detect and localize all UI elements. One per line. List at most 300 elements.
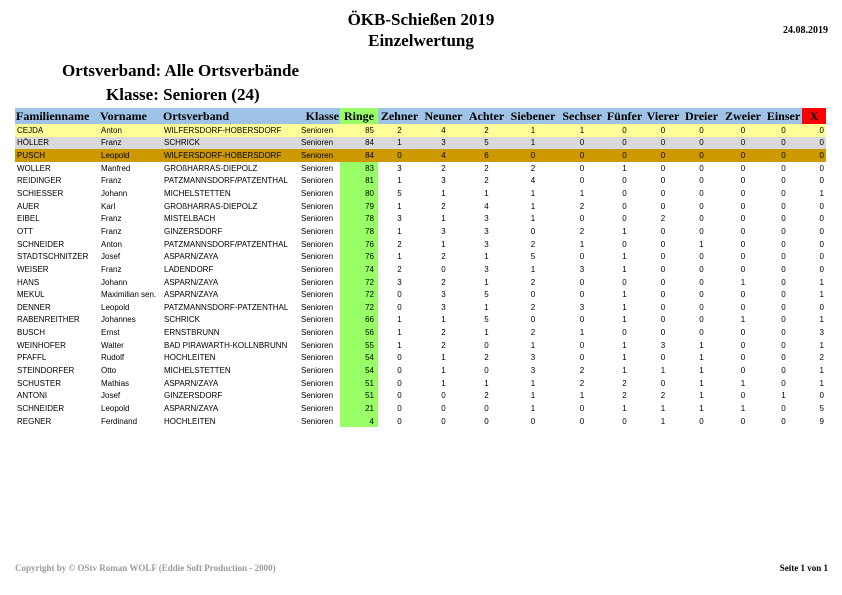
cell-ortsverband: PATZMANNSDORF/PATZENTHAL: [164, 239, 288, 249]
cell-familienname: HÖLLER: [15, 137, 99, 150]
cell-vorname: Franz: [101, 214, 122, 224]
cell-dreier: 0: [682, 137, 721, 150]
results-table: [15, 108, 826, 427]
cell-einser: 0: [781, 189, 786, 199]
cell-ringe: 79: [340, 200, 378, 213]
cell-familienname: MEKUL: [17, 290, 45, 300]
cell-x: 1: [819, 189, 824, 199]
cell-dreier: 0: [682, 124, 721, 137]
cell-fuenfer: 0: [605, 149, 644, 162]
cell-dreier: 1: [699, 353, 704, 363]
cell-ringe: 54: [340, 364, 378, 377]
cell-dreier: 0: [699, 302, 704, 312]
cell-zweier: 0: [740, 252, 746, 262]
cell-sechser: 2: [579, 201, 585, 211]
col-vierer: Vierer: [644, 108, 682, 124]
cell-einser: 0: [781, 214, 786, 224]
cell-vierer: 0: [660, 353, 666, 363]
cell-familienname: SCHNEIDER: [17, 239, 65, 249]
cell-zweier: 0: [740, 163, 746, 173]
cell-x: 2: [819, 353, 824, 363]
cell-vorname: Johann: [101, 277, 128, 287]
cell-einser: 0: [781, 264, 786, 274]
cell-familienname: SCHNEIDER: [17, 403, 65, 413]
cell-vierer: 1: [660, 416, 666, 426]
cell-zweier: 0: [740, 239, 746, 249]
cell-klasse: Senioren: [301, 226, 334, 236]
cell-zehner: 0: [397, 302, 402, 312]
cell-vierer: 0: [660, 378, 666, 388]
cell-vorname: Franz: [101, 264, 122, 274]
cell-zweier: 0: [721, 124, 765, 137]
cell-vierer: 2: [660, 214, 666, 224]
cell-vierer: 0: [660, 189, 666, 199]
cell-ortsverband: GROßHARRAS-DIEPOLZ: [164, 163, 258, 173]
cell-vorname: Leopold: [99, 149, 162, 162]
cell-vorname: Josef: [101, 252, 121, 262]
klasse-heading: Klasse: Senioren (24): [106, 85, 260, 104]
cell-familienname: ANTONI: [17, 391, 48, 401]
table-row: [15, 339, 826, 352]
cell-zweier: 0: [740, 391, 746, 401]
cell-sechser: 0: [579, 315, 585, 325]
cell-sechser: 0: [579, 416, 585, 426]
table-row: [15, 124, 826, 137]
cell-siebener: 0: [530, 315, 536, 325]
ortsverband-heading: Ortsverband: Alle Ortsverbände: [62, 61, 300, 80]
cell-vierer: 0: [660, 176, 666, 186]
cell-familienname: OTT: [17, 226, 33, 236]
cell-zweier: 0: [721, 149, 765, 162]
cell-familienname: PUSCH: [15, 149, 99, 162]
cell-neuner: 1: [441, 189, 446, 199]
cell-siebener: 0: [530, 226, 536, 236]
cell-sechser: 1: [579, 189, 585, 199]
table-row: [15, 402, 826, 415]
cell-sechser: 1: [579, 239, 585, 249]
cell-ringe: 66: [340, 314, 378, 327]
cell-fuenfer: 1: [622, 163, 627, 173]
cell-klasse: Senioren: [301, 214, 334, 224]
cell-ortsverband: PATZMANNSDORF-PATZENTHAL: [164, 302, 289, 312]
cell-zehner: 2: [378, 124, 421, 137]
cell-familienname: HANS: [17, 277, 40, 287]
cell-achter: 5: [484, 290, 489, 300]
cell-einser: 0: [781, 302, 786, 312]
cell-vierer: 0: [644, 149, 682, 162]
cell-zweier: 0: [740, 264, 746, 274]
cell-siebener: 2: [530, 277, 536, 287]
cell-sechser: 2: [579, 378, 585, 388]
cell-dreier: 0: [682, 149, 721, 162]
cell-vorname: Ernst: [101, 328, 120, 338]
cell-klasse: Senioren: [301, 365, 334, 375]
cell-siebener: 0: [530, 416, 536, 426]
cell-ortsverband: SCHRICK: [164, 315, 201, 325]
cell-siebener: 1: [530, 378, 536, 388]
cell-familienname: REIDINGER: [17, 176, 62, 186]
cell-dreier: 0: [699, 163, 704, 173]
cell-sechser: 1: [579, 328, 585, 338]
table-row: [15, 415, 826, 428]
cell-zweier: 0: [740, 340, 746, 350]
cell-x: 0: [819, 214, 824, 224]
cell-neuner: 3: [441, 226, 446, 236]
cell-klasse: Senioren: [301, 239, 334, 249]
cell-x: 1: [819, 277, 824, 287]
cell-ortsverband: ASPARN/ZAYA: [164, 378, 219, 388]
col-ortsverband: Ortsverband: [162, 108, 299, 124]
cell-zweier: 0: [721, 137, 765, 150]
col-klasse: Klasse: [299, 108, 340, 124]
cell-familienname: CEJDA: [15, 124, 99, 137]
col-fuenfer: Fünfer: [606, 108, 643, 123]
cell-ringe: 54: [340, 352, 378, 365]
table-row: [15, 225, 826, 238]
cell-dreier: 1: [699, 340, 704, 350]
cell-neuner: 1: [441, 378, 446, 388]
report-subtitle: Einzelwertung: [368, 31, 474, 50]
cell-achter: 2: [484, 176, 489, 186]
cell-achter: 0: [484, 416, 489, 426]
cell-vierer: 3: [660, 340, 666, 350]
cell-ringe: 4: [340, 415, 378, 428]
cell-einser: 1: [781, 391, 786, 401]
cell-achter: 4: [484, 201, 489, 211]
cell-vorname: Otto: [101, 365, 117, 375]
cell-einser: 0: [781, 340, 786, 350]
cell-vierer: 1: [660, 365, 666, 375]
cell-klasse: Senioren: [301, 252, 334, 262]
cell-klasse: Senioren: [301, 201, 334, 211]
cell-neuner: 0: [441, 264, 446, 274]
cell-achter: 0: [484, 365, 489, 375]
cell-klasse: Senioren: [301, 391, 334, 401]
cell-achter: 2: [484, 353, 489, 363]
cell-sechser: 0: [579, 403, 585, 413]
cell-neuner: 0: [441, 403, 446, 413]
col-dreier: Dreier: [682, 108, 721, 124]
cell-zehner: 1: [397, 315, 402, 325]
cell-ortsverband: SCHRICK: [162, 137, 299, 150]
cell-zweier: 0: [740, 353, 746, 363]
cell-zweier: 1: [740, 315, 746, 325]
cell-vierer: 0: [660, 226, 666, 236]
cell-zweier: 0: [740, 201, 746, 211]
cell-achter: 3: [484, 239, 489, 249]
cell-einser: 0: [781, 328, 786, 338]
cell-zehner: 1: [397, 201, 402, 211]
cell-dreier: 0: [699, 214, 704, 224]
cell-zehner: 0: [397, 378, 402, 388]
cell-achter: 1: [484, 189, 489, 199]
cell-zehner: 0: [397, 391, 402, 401]
cell-ortsverband: HOCHLEITEN: [164, 416, 216, 426]
cell-zehner: 0: [397, 403, 402, 413]
cell-neuner: 1: [441, 239, 446, 249]
table-row: [15, 263, 826, 276]
cell-achter: 0: [484, 340, 489, 350]
cell-ortsverband: HOCHLEITEN: [164, 353, 216, 363]
cell-vorname: Josef: [101, 391, 121, 401]
cell-zweier: 0: [740, 226, 746, 236]
cell-sechser: 0: [579, 214, 585, 224]
cell-vierer: 0: [644, 124, 682, 137]
cell-einser: 0: [781, 176, 786, 186]
cell-klasse: Senioren: [299, 149, 340, 162]
cell-fuenfer: 0: [605, 137, 644, 150]
cell-x: 0: [802, 149, 826, 162]
cell-familienname: DENNER: [17, 302, 51, 312]
cell-einser: 0: [781, 353, 786, 363]
cell-achter: 3: [484, 264, 489, 274]
table-row: [15, 250, 826, 263]
cell-familienname: AUER: [17, 201, 40, 211]
col-neuner: Neuner: [421, 108, 466, 124]
cell-sechser: 0: [579, 340, 585, 350]
cell-dreier: 0: [699, 176, 704, 186]
cell-fuenfer: 1: [622, 264, 627, 274]
cell-zehner: 0: [397, 416, 402, 426]
cell-familienname: WEISER: [17, 264, 49, 274]
cell-x: 1: [819, 315, 824, 325]
cell-siebener: 1: [530, 201, 536, 211]
cell-zweier: 0: [740, 328, 746, 338]
cell-x: 0: [819, 239, 824, 249]
cell-ortsverband: MICHELSTETTEN: [164, 189, 231, 199]
cell-vorname: Leopold: [101, 302, 130, 312]
cell-neuner: 3: [441, 302, 446, 312]
cell-fuenfer: 1: [622, 315, 627, 325]
cell-zehner: 2: [397, 264, 402, 274]
cell-einser: 0: [781, 365, 786, 375]
cell-vorname: Mathias: [101, 378, 130, 388]
cell-sechser: 0: [559, 149, 605, 162]
cell-fuenfer: 1: [622, 302, 627, 312]
cell-zehner: 3: [397, 163, 402, 173]
cell-neuner: 2: [441, 328, 446, 338]
cell-dreier: 0: [699, 201, 704, 211]
cell-fuenfer: 0: [622, 416, 627, 426]
cell-dreier: 0: [699, 315, 704, 325]
cell-ortsverband: WILFERSDORF-HOBERSDORF: [162, 124, 299, 137]
table-row: [15, 377, 826, 390]
cell-siebener: 1: [530, 264, 536, 274]
table-row: [15, 364, 826, 377]
cell-vierer: 2: [660, 391, 666, 401]
cell-einser: 0: [765, 137, 802, 150]
cell-x: 1: [819, 290, 824, 300]
cell-x: 1: [819, 378, 824, 388]
cell-achter: 2: [484, 391, 489, 401]
cell-ortsverband: GROßHARRAS-DIEPOLZ: [164, 201, 258, 211]
cell-ortsverband: LADENDORF: [164, 264, 214, 274]
cell-x: 3: [819, 328, 824, 338]
cell-ringe: 72: [340, 288, 378, 301]
cell-siebener: 2: [530, 302, 536, 312]
cell-ringe: 21: [340, 402, 378, 415]
cell-klasse: Senioren: [301, 403, 334, 413]
cell-vorname: Rudolf: [101, 353, 125, 363]
table-row: [15, 288, 826, 301]
cell-sechser: 1: [579, 391, 585, 401]
cell-siebener: 1: [507, 124, 559, 137]
cell-vierer: 0: [660, 201, 666, 211]
page-indicator: Seite 1 von 1: [779, 563, 828, 573]
cell-achter: 2: [466, 124, 507, 137]
cell-vorname: Franz: [101, 176, 122, 186]
cell-zehner: 3: [397, 214, 402, 224]
cell-zehner: 0: [397, 365, 402, 375]
cell-sechser: 0: [579, 353, 585, 363]
cell-einser: 0: [781, 403, 786, 413]
cell-familienname: EIBEL: [17, 214, 40, 224]
cell-ortsverband: ASPARN/ZAYA: [164, 252, 219, 262]
table-row: [15, 314, 826, 327]
table-row: [15, 326, 826, 339]
cell-achter: 1: [484, 277, 489, 287]
cell-vierer: 0: [660, 328, 666, 338]
cell-x: 0: [802, 137, 826, 150]
cell-zehner: 0: [378, 149, 421, 162]
cell-sechser: 0: [579, 163, 585, 173]
cell-achter: 3: [484, 214, 489, 224]
cell-neuner: 2: [441, 163, 446, 173]
cell-vierer: 0: [660, 290, 666, 300]
cell-klasse: Senioren: [301, 378, 334, 388]
cell-neuner: 4: [421, 149, 466, 162]
cell-dreier: 0: [699, 264, 704, 274]
cell-ringe: 76: [340, 238, 378, 251]
cell-x: 0: [819, 391, 824, 401]
cell-ortsverband: WILFERSDORF-HOBERSDORF: [162, 149, 299, 162]
cell-dreier: 1: [699, 403, 704, 413]
cell-ringe: 72: [340, 301, 378, 314]
col-achter: Achter: [466, 108, 507, 124]
cell-x: 0: [819, 226, 824, 236]
cell-einser: 0: [765, 149, 802, 162]
cell-vorname: Franz: [99, 137, 162, 150]
cell-einser: 0: [781, 226, 786, 236]
cell-vorname: Johann: [101, 189, 128, 199]
cell-zweier: 1: [740, 378, 746, 388]
cell-fuenfer: 2: [622, 378, 627, 388]
cell-siebener: 1: [530, 391, 536, 401]
cell-zehner: 1: [397, 176, 402, 186]
cell-einser: 0: [781, 290, 786, 300]
cell-zweier: 1: [740, 277, 746, 287]
cell-ringe: 78: [340, 225, 378, 238]
cell-achter: 1: [484, 302, 489, 312]
cell-fuenfer: 0: [622, 239, 627, 249]
cell-neuner: 0: [441, 391, 446, 401]
cell-zweier: 0: [740, 302, 746, 312]
cell-vorname: Manfred: [101, 163, 131, 173]
table-row: [15, 212, 826, 225]
cell-siebener: 1: [530, 189, 536, 199]
cell-ringe: 51: [340, 377, 378, 390]
cell-siebener: 5: [530, 252, 536, 262]
cell-vierer: 0: [660, 315, 666, 325]
cell-vorname: Walter: [101, 340, 124, 350]
col-zehner: Zehner: [378, 108, 421, 124]
cell-x: 1: [819, 340, 824, 350]
cell-ringe: 76: [340, 250, 378, 263]
cell-sechser: 1: [559, 124, 605, 137]
cell-ringe: 81: [340, 175, 378, 188]
cell-siebener: 0: [507, 149, 559, 162]
cell-vierer: 0: [660, 239, 666, 249]
cell-achter: 5: [484, 315, 489, 325]
table-row: [15, 137, 826, 150]
cell-zehner: 2: [397, 239, 402, 249]
cell-fuenfer: 0: [622, 328, 627, 338]
cell-zweier: 0: [740, 416, 746, 426]
cell-sechser: 0: [559, 137, 605, 150]
cell-zehner: 3: [397, 277, 402, 287]
cell-familienname: STADTSCHNITZER: [17, 252, 89, 262]
cell-einser: 0: [781, 315, 786, 325]
cell-neuner: 3: [441, 176, 446, 186]
cell-familienname: RABENREITHER: [17, 315, 80, 325]
cell-ortsverband: ASPARN/ZAYA: [164, 290, 219, 300]
cell-siebener: 4: [530, 176, 536, 186]
cell-sechser: 3: [579, 302, 585, 312]
col-zweier: Zweier: [721, 108, 765, 124]
cell-vorname: Maximilian sen.: [101, 290, 157, 300]
cell-ringe: 74: [340, 263, 378, 276]
col-siebener: Siebener: [507, 108, 559, 124]
cell-fuenfer: 1: [622, 340, 627, 350]
cell-einser: 0: [781, 378, 786, 388]
table-row: [15, 175, 826, 188]
cell-ortsverband: MISTELBACH: [164, 214, 216, 224]
cell-fuenfer: 0: [622, 277, 627, 287]
table-row: [15, 200, 826, 213]
cell-zehner: 1: [378, 137, 421, 150]
cell-vorname: Karl: [101, 201, 116, 211]
cell-fuenfer: 1: [622, 365, 627, 375]
cell-klasse: Senioren: [301, 176, 334, 186]
cell-neuner: 1: [441, 365, 446, 375]
table-row: [15, 149, 826, 162]
cell-sechser: 0: [579, 252, 585, 262]
cell-ortsverband: GINZERSDORF: [164, 391, 223, 401]
cell-klasse: Senioren: [299, 137, 340, 150]
cell-ringe: 72: [340, 276, 378, 289]
copyright-note: Copyright by © OStv Roman WOLF (Eddie Soft Production - 2000): [15, 563, 276, 573]
cell-neuner: 1: [441, 353, 446, 363]
cell-einser: 0: [781, 252, 786, 262]
cell-fuenfer: 1: [622, 353, 627, 363]
cell-siebener: 2: [530, 163, 536, 173]
cell-ringe: 55: [340, 339, 378, 352]
cell-x: 0: [819, 201, 824, 211]
cell-familienname: REGNER: [17, 416, 52, 426]
cell-dreier: 0: [699, 226, 704, 236]
cell-dreier: 0: [699, 189, 704, 199]
report-date: 24.08.2019: [783, 25, 828, 36]
cell-zehner: 1: [397, 252, 402, 262]
cell-fuenfer: 1: [622, 226, 627, 236]
header-row: [15, 108, 826, 124]
cell-vierer: 1: [660, 403, 666, 413]
cell-ringe: 51: [340, 389, 378, 402]
cell-sechser: 2: [579, 365, 585, 375]
cell-achter: 1: [484, 378, 489, 388]
cell-neuner: 4: [421, 124, 466, 137]
cell-dreier: 1: [699, 378, 704, 388]
